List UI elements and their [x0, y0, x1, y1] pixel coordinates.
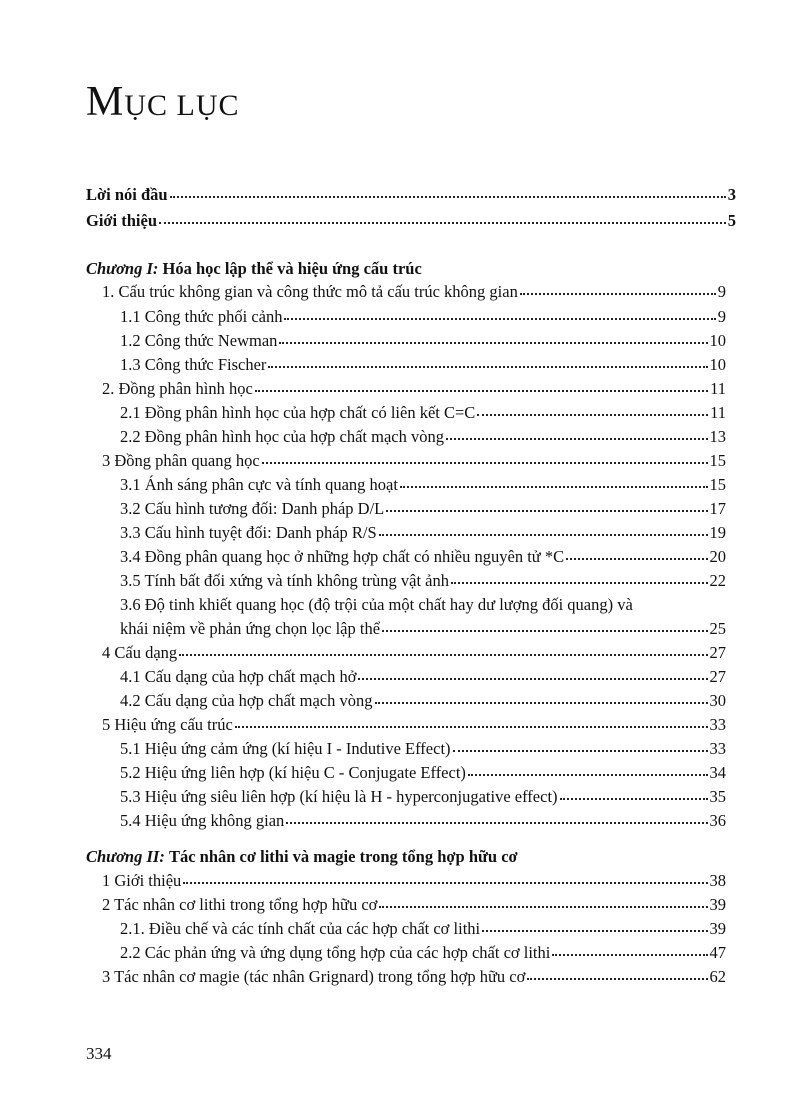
toc-entry[interactable]	[102, 894, 726, 916]
toc-page: 27	[709, 667, 726, 686]
dot-leader	[159, 212, 726, 226]
toc-entry[interactable]	[102, 966, 726, 988]
toc-entry-preface[interactable]	[86, 184, 736, 206]
toc-entry[interactable]	[102, 642, 726, 664]
toc-page: 3	[727, 185, 736, 204]
dot-leader	[286, 812, 707, 826]
dot-leader	[453, 740, 708, 754]
dot-leader	[566, 548, 707, 562]
toc-page: 9	[717, 282, 726, 301]
toc-label: 5.1 Hiệu ứng cảm ứng (kí hiệu I - Indutive Effect)	[120, 739, 451, 758]
toc-entry[interactable]	[102, 870, 726, 892]
toc-entry-introduction[interactable]	[86, 210, 736, 232]
dot-leader	[468, 764, 708, 778]
toc-label: 3.1 Ánh sáng phân cực và tính quang hoạt	[120, 475, 398, 494]
toc-entry[interactable]	[120, 738, 726, 760]
toc-entry[interactable]	[120, 810, 726, 832]
dot-leader	[379, 524, 708, 538]
toc-page: 39	[709, 895, 726, 914]
toc-page: 35	[709, 787, 726, 806]
title-rest: ỤC LỤC	[124, 89, 240, 122]
dot-leader	[262, 452, 708, 466]
dot-leader	[170, 186, 726, 200]
chapter-number: Chương II:	[86, 847, 165, 866]
toc-entry[interactable]	[102, 378, 726, 400]
toc-page: 19	[709, 523, 726, 542]
toc-label: 1.2 Công thức Newman	[120, 331, 278, 350]
toc-page: 33	[709, 739, 726, 758]
toc-label: 5.3 Hiệu ứng siêu liên hợp (kí hiệu là H - hyperconjugative effect)	[120, 787, 558, 806]
toc-label: 3.4 Đồng phân quang học ở những hợp chất có nhiều nguyên tử *C	[120, 547, 565, 566]
dot-leader	[482, 920, 707, 934]
toc-label: 4 Cấu dạng	[102, 643, 178, 662]
dot-leader	[552, 944, 707, 958]
toc-label: 1.3 Công thức Fischer	[120, 355, 267, 374]
dot-leader	[446, 428, 708, 442]
dot-leader	[379, 896, 707, 910]
dot-leader	[179, 644, 707, 658]
toc-entry[interactable]	[120, 402, 726, 424]
toc-page: 13	[709, 427, 726, 446]
toc-label: 1 Giới thiệu	[102, 871, 182, 890]
toc-page: 39	[709, 919, 726, 938]
toc-entry[interactable]	[120, 666, 726, 688]
dot-leader	[382, 620, 707, 634]
toc-label: 3.3 Cấu hình tuyệt đối: Danh pháp R/S	[120, 523, 377, 542]
toc-page: 10	[709, 355, 726, 374]
toc-entry[interactable]	[120, 942, 726, 964]
toc-page: 15	[709, 451, 726, 470]
toc-entry[interactable]	[120, 546, 726, 568]
toc-page: 38	[709, 871, 726, 890]
toc-page: 62	[709, 967, 726, 986]
toc-page: 36	[709, 811, 726, 830]
toc-label: 4.2 Cấu dạng của hợp chất mạch vòng	[120, 691, 373, 710]
toc-label: Giới thiệu	[86, 211, 158, 230]
dot-leader	[400, 476, 708, 490]
toc-entry[interactable]	[120, 918, 726, 940]
toc-label: 2 Tác nhân cơ lithi trong tổng hợp hữu cơ	[102, 895, 378, 914]
toc-label: 1.1 Công thức phối cảnh	[120, 307, 283, 326]
dot-leader	[268, 356, 707, 370]
toc-page: 25	[709, 619, 726, 638]
toc-entry[interactable]	[120, 522, 726, 544]
chapter-number: Chương I:	[86, 259, 159, 278]
toc-label: 3 Đồng phân quang học	[102, 451, 260, 470]
dot-leader	[235, 716, 708, 730]
toc-entry-wrapped-line[interactable]: 3.6 Độ tinh khiết quang học (độ trội của một chất hay dư lượng đối quang) và	[120, 595, 633, 614]
toc-page: 27	[709, 643, 726, 662]
dot-leader	[451, 572, 708, 586]
dot-leader	[527, 968, 707, 982]
toc-label: 2.2 Đồng phân hình học của hợp chất mạch vòng	[120, 427, 444, 446]
chapter-title: Hóa học lập thể và hiệu ứng cấu trúc	[162, 259, 422, 278]
toc-entry[interactable]	[102, 450, 726, 472]
chapter-1-heading	[86, 258, 422, 280]
dot-leader	[375, 692, 708, 706]
dot-leader	[477, 404, 708, 418]
dot-leader	[255, 380, 708, 394]
toc-label: 5 Hiệu ứng cấu trúc	[102, 715, 233, 734]
page-number: 334	[86, 1044, 112, 1063]
dot-leader	[284, 308, 715, 322]
toc-label: 3.5 Tính bất đối xứng và tính không trùng vật ảnh	[120, 571, 449, 590]
toc-label: 3 Tác nhân cơ magie (tác nhân Grignard) trong tổng hợp hữu cơ	[102, 967, 526, 986]
toc-label: 2.1. Điều chế và các tính chất của các hợp chất cơ lithi	[120, 919, 481, 938]
dot-leader	[279, 332, 707, 346]
toc-page: 11	[710, 379, 726, 398]
toc-label: 4.1 Cấu dạng của hợp chất mạch hở	[120, 667, 357, 686]
toc-entry[interactable]	[102, 281, 726, 303]
chapter-2-heading	[86, 846, 518, 868]
toc-entry[interactable]	[120, 426, 726, 448]
toc-label: 2.2 Các phản ứng và ứng dụng tổng hợp của các hợp chất cơ lithi	[120, 943, 551, 962]
toc-page: 5	[727, 211, 736, 230]
toc-entry[interactable]	[120, 570, 726, 592]
dot-leader	[520, 283, 716, 297]
toc-page: 34	[709, 763, 726, 782]
toc-page: 15	[709, 475, 726, 494]
toc-entry[interactable]	[102, 714, 726, 736]
toc-page: 33	[709, 715, 726, 734]
toc-entry[interactable]	[120, 474, 726, 496]
toc-entry[interactable]	[120, 354, 726, 376]
dot-leader	[358, 668, 707, 682]
toc-page: 11	[710, 403, 726, 422]
toc-page: 20	[709, 547, 726, 566]
toc-entry[interactable]	[120, 618, 726, 640]
toc-entry[interactable]	[120, 330, 726, 352]
toc-page: 17	[709, 499, 726, 518]
toc-page: 9	[717, 307, 726, 326]
toc-entry[interactable]	[120, 786, 726, 808]
toc-label: 5.4 Hiệu ứng không gian	[120, 811, 285, 830]
toc-entry[interactable]	[120, 762, 726, 784]
dot-leader	[386, 500, 707, 514]
toc-label: 2.1 Đồng phân hình học của hợp chất có liên kết C=C	[120, 403, 476, 422]
chapter-title: Tác nhân cơ lithi và magie trong tổng hợp hữu cơ	[168, 847, 518, 866]
title-initial: M	[86, 79, 125, 125]
toc-page: 22	[709, 571, 726, 590]
toc-page: 47	[709, 943, 726, 962]
toc-label: 5.2 Hiệu ứng liên hợp (kí hiệu C - Conjugate Effect)	[120, 763, 466, 782]
toc-page: 30	[709, 691, 726, 710]
toc-label: Lời nói đầu	[86, 185, 168, 204]
toc-label: 2. Đồng phân hình học	[102, 379, 253, 398]
toc-label: 3.2 Cấu hình tương đối: Danh pháp D/L	[120, 499, 385, 518]
toc-label: 1. Cấu trúc không gian và công thức mô tả cấu trúc không gian	[102, 282, 518, 301]
toc-label: khái niệm về phản ứng chọn lọc lập thể	[120, 619, 381, 638]
toc-entry[interactable]	[120, 690, 726, 712]
toc-entry[interactable]	[120, 306, 726, 328]
dot-leader	[560, 788, 708, 802]
page-title	[86, 78, 240, 126]
toc-entry[interactable]	[120, 498, 726, 520]
dot-leader	[183, 872, 707, 886]
toc-page: 10	[709, 331, 726, 350]
